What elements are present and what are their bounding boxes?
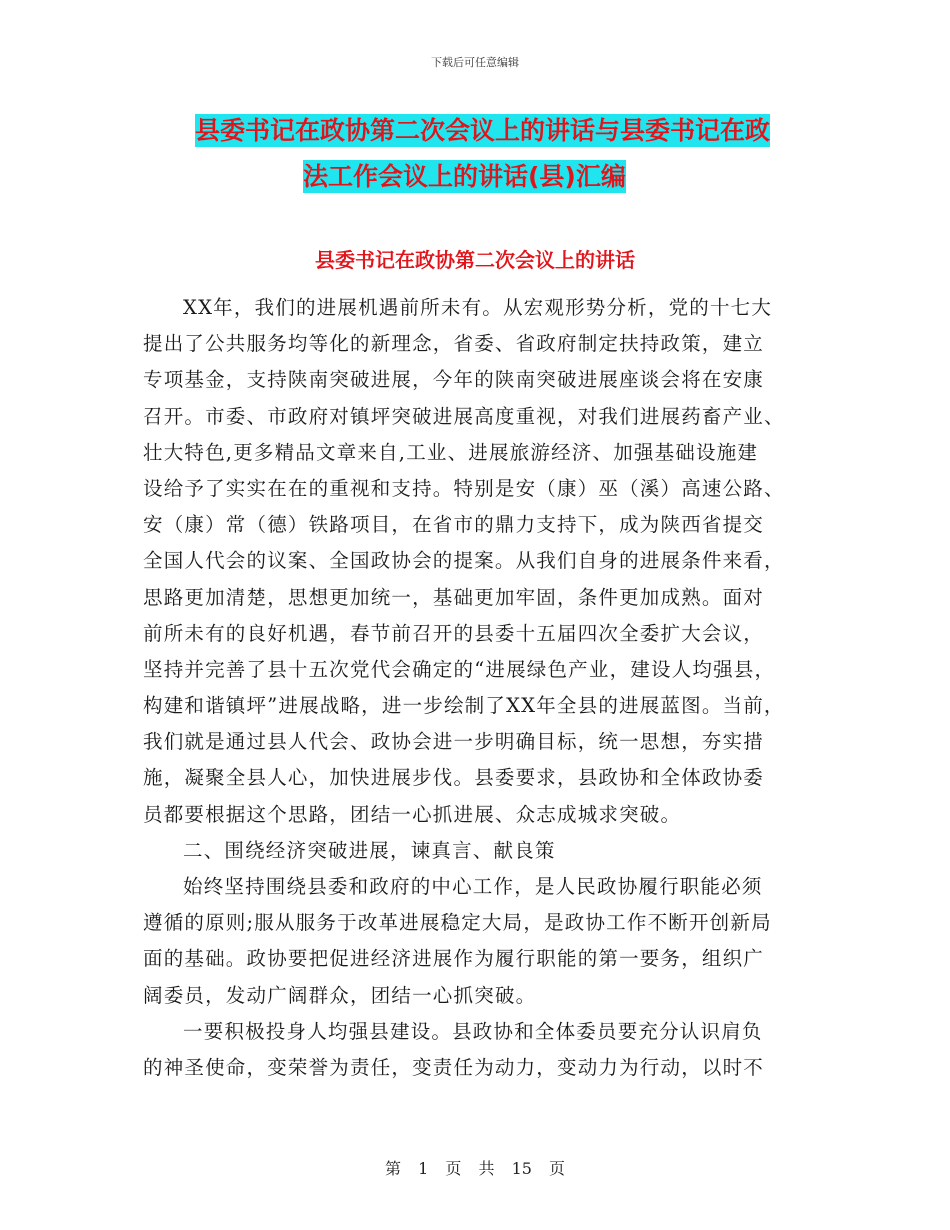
body-line: 构建和谐镇坪”进展战略，进一步绘制了XX年全县的进展蓝图。当前， — [143, 694, 785, 718]
page-footer — [0, 1156, 950, 1179]
document-title — [145, 108, 825, 200]
body-line: 设给予了实实在在的重视和支持。特别是安（康）巫（溪）高速公路、 — [143, 476, 785, 500]
footer-total-pages: 15 — [511, 1159, 532, 1178]
header-note: 下载后可任意编辑 — [431, 56, 519, 69]
body-line: 阔委员，发动广阔群众，团结一心抓突破。 — [143, 983, 537, 1007]
footer-label-of: 页 — [445, 1159, 462, 1178]
footer-current-page: 1 — [418, 1159, 429, 1178]
section-title: 县委书记在政协第二次会议上的讲话 — [315, 248, 635, 272]
body-line: 全国人代会的议案、全国政协会的提案。从我们自身的进展条件来看， — [143, 549, 785, 573]
body-line: 提出了公共服务均等化的新理念，省委、省政府制定扶持政策，建立 — [143, 332, 765, 356]
body-line: 遵循的原则;服从服务于改革进展稳定大局，是政协工作不断开创新局 — [143, 911, 772, 935]
body-line: 前所未有的良好机遇，春节前召开的县委十五届四次全委扩大会议， — [143, 621, 765, 645]
footer-label-total: 共 — [478, 1159, 495, 1178]
body-line: 壮大特色,更多精品文章来自,工业、进展旅游经济、加强基础设施建 — [143, 440, 759, 464]
document-title-line-1: 县委书记在政协第二次会议上的讲话与县委书记在政 — [195, 116, 771, 145]
body-line: 思路更加清楚，思想更加统一，基础更加牢固，条件更加成熟。面对 — [143, 585, 765, 609]
body-line: 坚持并完善了县十五次党代会确定的“进展绿色产业，建设人均强县， — [143, 657, 776, 681]
body-line: 一要积极投身人均强县建设。县政协和全体委员要充分认识肩负 — [183, 1019, 763, 1043]
body-text — [143, 290, 823, 1086]
document-title-line-2: 法工作会议上的讲话(县)汇编 — [303, 162, 626, 191]
body-line: 我们就是通过县人代会、政协会进一步明确目标，统一思想，夯实措 — [143, 730, 765, 754]
body-line: 的神圣使命，变荣誉为责任，变责任为动力，变动力为行动，以时不 — [143, 1055, 765, 1079]
body-line: 施，凝聚全县人心，加快进展步伐。县委要求，县政协和全体政协委 — [143, 766, 765, 790]
body-line: 安（康）常（德）铁路项目，在省市的鼎力支持下，成为陕西省提交 — [143, 513, 765, 537]
footer-label-end: 页 — [549, 1159, 566, 1178]
body-line: 始终坚持围绕县委和政府的中心工作，是人民政协履行职能必须 — [183, 875, 763, 898]
body-line: 员都要根据这个思路，团结一心抓进展、众志成城求突破。 — [143, 802, 682, 826]
footer-label-page: 第 — [384, 1159, 401, 1178]
body-line: 面的基础。政协要把促进经济进展作为履行职能的第一要务，组织广 — [143, 947, 765, 971]
body-line: 二、围绕经济突破进展，谏真言、献良策 — [183, 838, 556, 862]
body-line: 召开。市委、市政府对镇坪突破进展高度重视，对我们进展药畜产业、 — [143, 404, 785, 428]
body-line: 专项基金，支持陕南突破进展，今年的陕南突破进展座谈会将在安康 — [143, 368, 765, 392]
body-line: XX年，我们的进展机遇前所未有。从宏观形势分析，党的十七大 — [183, 296, 773, 319]
